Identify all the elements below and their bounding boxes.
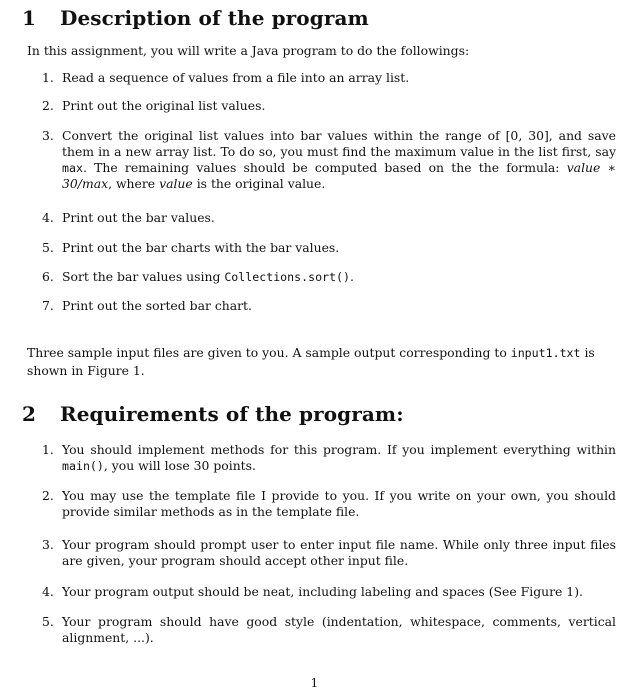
list-item-text: Read a sequence of values from a file into an array list.: [62, 70, 410, 85]
list-item-number: 5.: [42, 614, 54, 629]
list-item-number: 2.: [42, 98, 54, 113]
formula: value ∗ 30/max: [62, 160, 616, 191]
code-main: main(): [62, 459, 104, 473]
section-2-number: 2: [22, 402, 37, 426]
list-item-text: Print out the bar charts with the bar values.: [62, 240, 340, 255]
list-item-text: You may use the template file I provide to you. If you write on your own, you should provide similar methods as in the template file.: [62, 488, 616, 519]
list-item: [42, 70, 616, 86]
list-item-number: 7.: [42, 298, 54, 313]
section-1-outro: [27, 344, 617, 379]
section-2-title: Requirements of the program:: [60, 402, 404, 426]
list-item-text-part: Convert the original list values into bar values within the range of [0, 30], and save them in a new array list. To do so, you must find the maximum value in the list first, say: [62, 128, 616, 159]
list-item: [42, 614, 616, 646]
list-item-number: 1.: [42, 70, 54, 85]
section-1-number: 1: [22, 6, 37, 30]
list-item-text: Your program should prompt user to enter input file name. While only three input files are given, your program should accept other input file.: [62, 537, 616, 568]
list-item: [42, 210, 616, 226]
list-item-text-part: .: [349, 269, 354, 284]
list-item-text: Print out the bar values.: [62, 210, 215, 225]
list-item: [42, 584, 616, 600]
list-item-number: 5.: [42, 240, 54, 255]
list-item: [42, 298, 616, 314]
list-item-text-part: You should implement methods for this program. If you implement everything within: [62, 442, 616, 457]
section-1-intro: In this assignment, you will write a Java program to do the followings:: [27, 43, 470, 58]
list-item-number: 6.: [42, 269, 54, 284]
variable-value: value: [159, 176, 193, 191]
code-input-file: input1.txt: [510, 346, 581, 360]
code-collections-sort: Collections.sort(): [224, 270, 350, 284]
section-1-title: Description of the program: [60, 6, 369, 30]
list-item: [42, 240, 616, 256]
list-item: [42, 98, 616, 114]
section-2-heading: [22, 402, 404, 426]
outro-text: is shown in Figure 1.: [27, 345, 595, 378]
list-item-number: 1.: [42, 442, 54, 457]
list-item-text: [62, 442, 616, 474]
section-1-heading: [22, 6, 369, 30]
list-item-text: Your program should have good style (indentation, whitespace, comments, vertical alignment, ...).: [62, 614, 616, 645]
list-item-number: 3.: [42, 537, 54, 552]
list-item-text-part: , where: [108, 176, 160, 191]
list-item: [42, 128, 616, 192]
list-item-text: [62, 269, 616, 285]
list-item-number: 4.: [42, 210, 54, 225]
list-item-number: 3.: [42, 128, 54, 143]
list-item-text: Print out the original list values.: [62, 98, 266, 113]
outro-text: Three sample input files are given to you. A sample output corresponding to: [27, 345, 511, 360]
list-item-text-part: , you will lose 30 points.: [103, 458, 256, 473]
list-item-text: Your program output should be neat, including labeling and spaces (See Figure 1).: [62, 584, 583, 599]
list-item-text: [62, 128, 616, 192]
list-item-text-part: is the original value.: [192, 176, 326, 191]
list-item: [42, 442, 616, 474]
list-item: [42, 269, 616, 285]
list-item: [42, 537, 616, 569]
code-max: max: [62, 161, 83, 175]
list-item-text-part: Sort the bar values using: [62, 269, 225, 284]
list-item-number: 4.: [42, 584, 54, 599]
list-item-text-part: . The remaining values should be computed based on the the formula:: [82, 160, 567, 175]
list-item-text: Print out the sorted bar chart.: [62, 298, 252, 313]
list-item-number: 2.: [42, 488, 54, 503]
list-item: [42, 488, 616, 520]
page-number: 1: [310, 676, 319, 690]
